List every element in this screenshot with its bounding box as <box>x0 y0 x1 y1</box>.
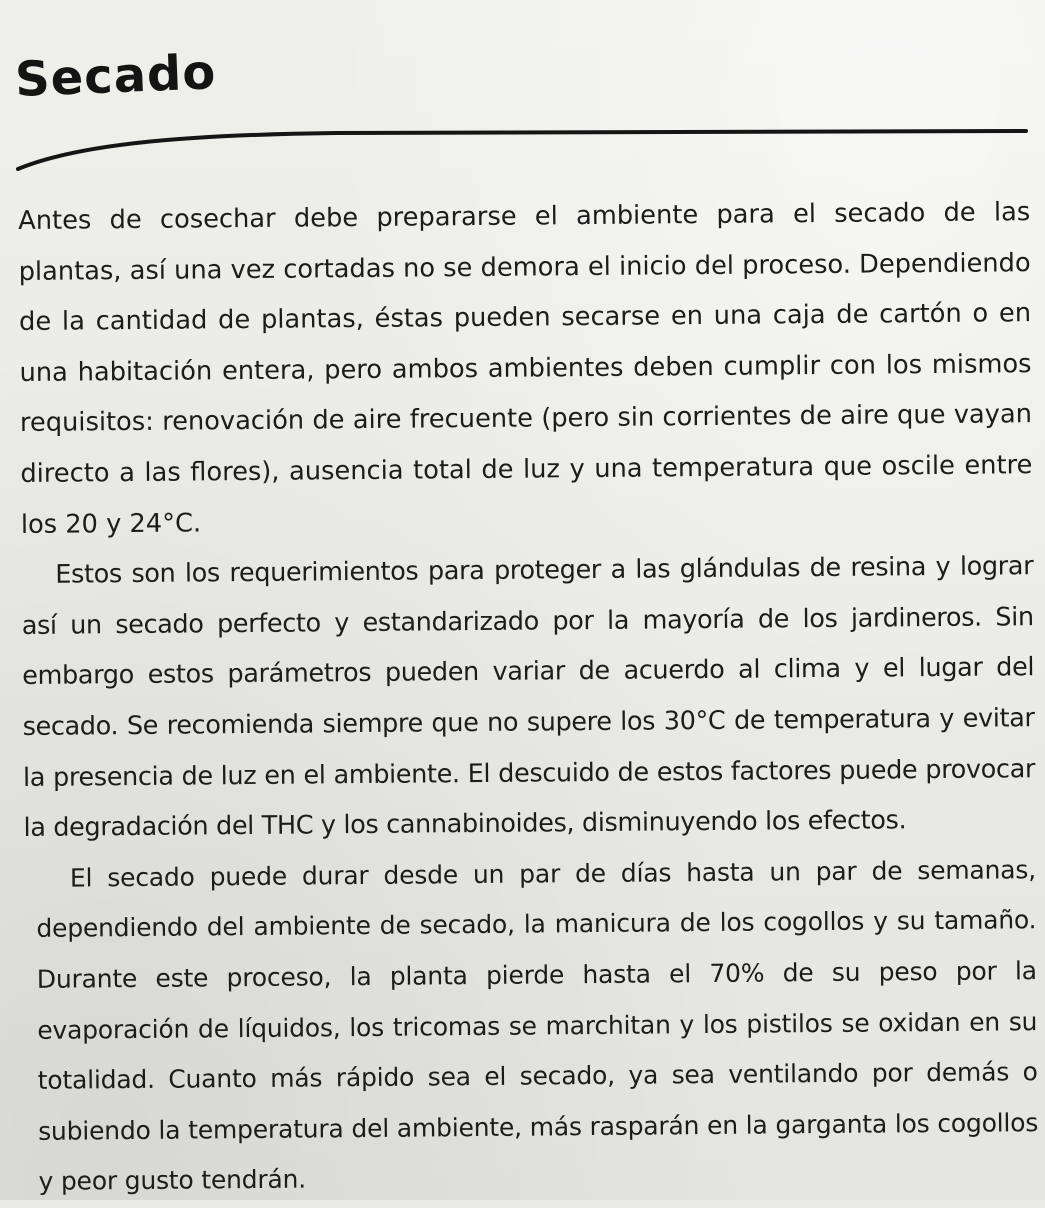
title-underline <box>16 125 1028 173</box>
paragraph-1: Antes de cosechar debe prepararse el ambiente para el secado de las plantas, así una vez cortadas no se demora el inicio del proceso. Dependiendo de la cantidad de plantas, éstas pueden secarse en una caja de cartón o en una habitación entera, pero ambos ambientes deben cumplir con los mismos requisitos: renovación de aire frecuente (pero sin corrientes de aire que vayan directo a las flores), ausencia total de luz y una temperatura que oscile entre los 20 y 24°C. <box>18 197 1033 540</box>
article-body <box>18 187 1039 1208</box>
paragraph-2: Estos son los requerimientos para proteger a las glándulas de resina y lograr así un secado perfecto y estandarizado por la mayoría de los jardineros. Sin embargo estos parámetros pueden variar de acuerdo al clima y el lugar del secado. Se recomienda siempre que no supere los 30°C de temperatura y evitar la presencia de luz en el ambiente. El descuido de estos factores puede provocar la degradación del THC y los cannabinoides, disminuyendo los efectos. <box>21 551 1036 844</box>
section-title: Secado <box>14 44 218 108</box>
paragraph-3: El secado puede durar desde un par de días hasta un par de semanas, dependiendo del ambiente de secado, la manicura de los cogollos y su tamaño. Durante este proceso, la planta pierde hasta el 70% de su peso por la evaporación de líquidos, los tricomas se marchitan y los pistilos se oxidan en su totalidad. Cuanto más rápido sea el secado, ya sea ventilando por demás o subiendo la temperatura del ambiente, más rasparán en la garganta los cogollos y peor gusto tendrán. <box>36 854 1039 1197</box>
